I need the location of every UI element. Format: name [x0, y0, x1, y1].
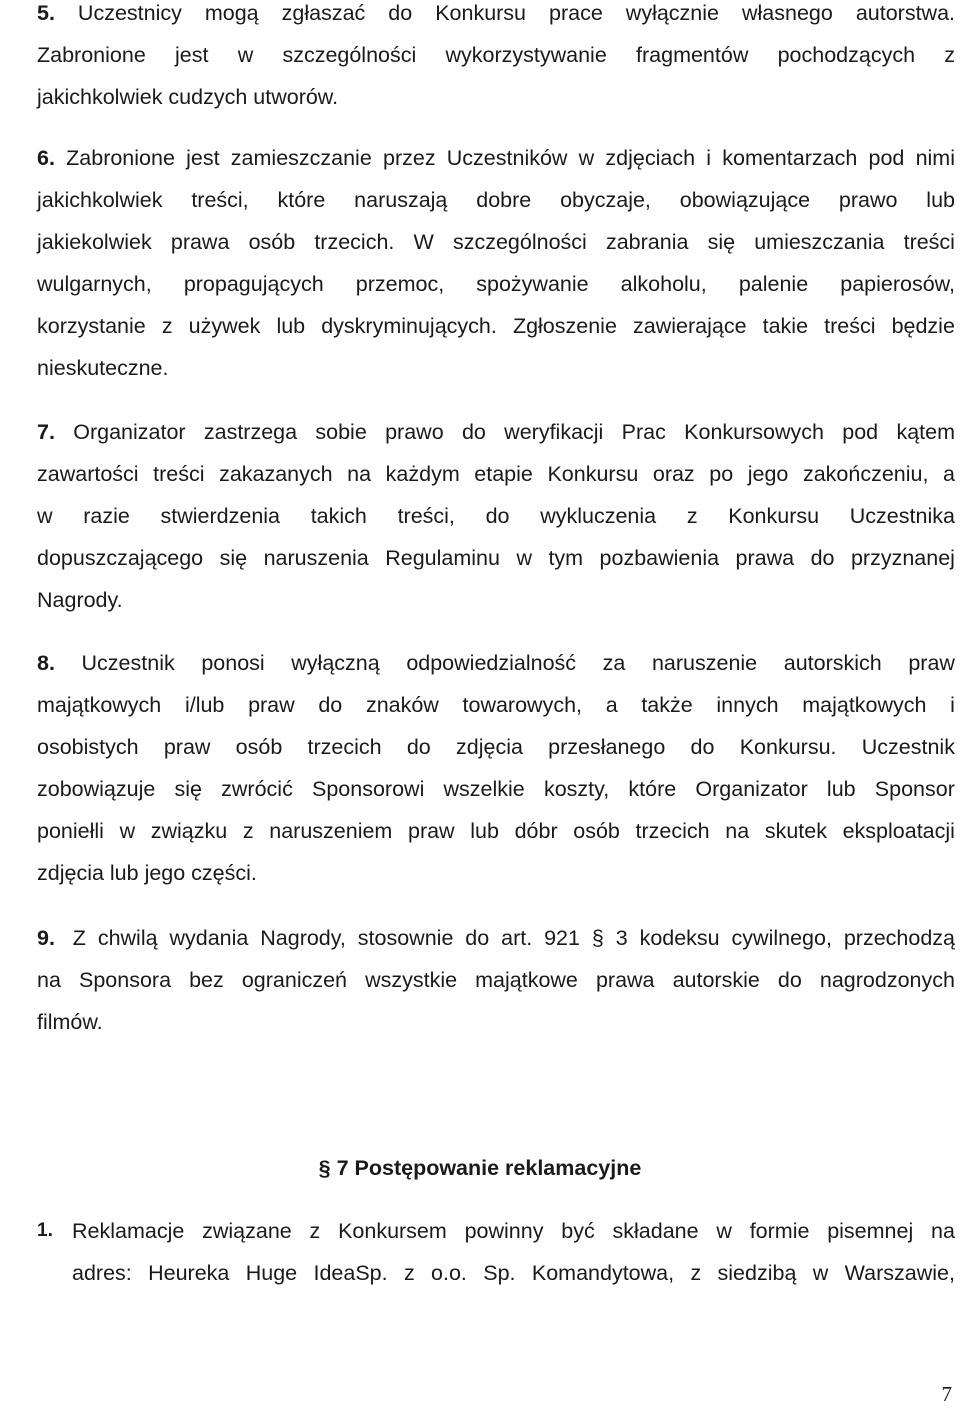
word: przechodzą: [843, 926, 955, 950]
word: umieszczania: [754, 230, 885, 254]
word: Nagrody,: [260, 926, 346, 950]
text-line: [37, 732, 955, 762]
word: autorskie: [672, 968, 760, 992]
word: komentarzach: [722, 146, 858, 170]
word: lub: [276, 314, 306, 338]
word: jest: [175, 43, 209, 67]
word: prawa: [595, 968, 655, 992]
text-line: [37, 459, 955, 489]
word: naruszenie: [651, 651, 758, 675]
word: zdjęciach: [605, 146, 696, 170]
word: zamieszczanie: [230, 146, 372, 170]
word: Sponsor: [874, 777, 955, 801]
section-paragraph-number: 1.: [37, 1220, 53, 1241]
word: Sponsorowi: [312, 777, 425, 801]
word: trzecich: [635, 819, 710, 843]
word: zastrzega: [203, 420, 298, 444]
word: takie: [762, 314, 809, 338]
text-line: [37, 185, 955, 215]
word: stwierdzenia: [160, 504, 281, 528]
word: kodeksu: [639, 926, 720, 950]
text-line: [37, 858, 257, 888]
line-text: jakichkolwiek cudzych utworów.: [37, 85, 339, 109]
word: towarowych,: [462, 693, 583, 717]
word: w: [812, 1261, 829, 1285]
word: szczególności: [282, 43, 417, 67]
word: 921: [544, 926, 580, 950]
word: mogą: [204, 1, 259, 25]
item-number: 7.: [37, 420, 55, 444]
word: wyłącznie: [625, 1, 719, 25]
word: Reklamacje: [72, 1219, 185, 1243]
word: papierosów,: [840, 272, 955, 296]
text-line: [72, 1258, 955, 1288]
word: nagrodzonych: [819, 968, 955, 992]
word: z: [309, 1219, 321, 1243]
item-number: 6.: [37, 146, 55, 170]
word: przemoc,: [355, 272, 445, 296]
word: razie: [83, 504, 130, 528]
word: §: [591, 926, 604, 950]
word: tym: [548, 546, 584, 570]
word: do: [465, 926, 490, 950]
text-line: [37, 417, 955, 447]
word: prawa: [170, 230, 230, 254]
word: na: [37, 968, 61, 992]
word: takich: [310, 504, 367, 528]
word: za: [602, 651, 626, 675]
word: etapie: [474, 462, 533, 486]
word: weryfikacji: [504, 420, 604, 444]
word: jego: [747, 462, 789, 486]
word: Warszawie,: [844, 1261, 955, 1285]
word: Regulaminu: [385, 546, 500, 570]
word: praw: [248, 693, 295, 717]
word: Komandytowa,: [531, 1261, 675, 1285]
word: o.o.: [431, 1261, 467, 1285]
word: przez: [383, 146, 436, 170]
word: jakiekolwiek: [37, 230, 152, 254]
word: do: [810, 546, 835, 570]
section-heading: § 7 Postępowanie reklamacyjne: [318, 1156, 642, 1180]
word: z: [686, 504, 698, 528]
word: szczególności: [452, 230, 587, 254]
word: prawa: [735, 546, 795, 570]
word: fragmentów: [636, 43, 749, 67]
word: każdym: [385, 462, 460, 486]
word: Uczestnik: [81, 651, 175, 675]
word: treści: [153, 462, 205, 486]
word: w: [37, 504, 53, 528]
word: osób: [573, 819, 620, 843]
text-line: [37, 543, 955, 573]
word: przyznanej: [850, 546, 955, 570]
word: prawo: [838, 188, 898, 212]
word: korzystanie: [37, 314, 146, 338]
word: adres:: [72, 1261, 132, 1285]
word: majątkowe: [475, 968, 578, 992]
word: Konkursu.: [739, 735, 837, 759]
word: także: [641, 693, 693, 717]
word: przesłanego: [548, 735, 666, 759]
word: autorstwa.: [855, 1, 955, 25]
word: zakazanych: [219, 462, 333, 486]
word: palenie: [738, 272, 809, 296]
word: i: [950, 693, 955, 717]
word: alkoholu,: [620, 272, 707, 296]
word: się: [707, 230, 736, 254]
word: Sp.: [483, 1261, 516, 1285]
word: które: [277, 188, 326, 212]
text-line: [37, 269, 955, 299]
word: osób: [248, 230, 296, 254]
word: się: [174, 777, 202, 801]
word: wszystkie: [365, 968, 458, 992]
word: jakichkolwiek: [37, 188, 163, 212]
word: Uczestnicy: [77, 1, 182, 25]
word: treści: [824, 314, 876, 338]
word: na: [347, 462, 372, 486]
word: ponosi: [201, 651, 265, 675]
text-line: [37, 648, 955, 678]
word: sobie: [315, 420, 367, 444]
word: Konkursu: [728, 504, 820, 528]
word: wykorzystywanie: [445, 43, 607, 67]
word: chwilą: [97, 926, 158, 950]
item-number: 8.: [37, 651, 55, 675]
word: formie: [749, 1219, 810, 1243]
word: Uczestnik: [861, 735, 955, 759]
word: powinny: [464, 1219, 544, 1243]
word: się: [219, 546, 248, 570]
word: dopuszczającego: [37, 546, 204, 570]
text-line: [37, 965, 955, 995]
word: Konkursem: [338, 1219, 447, 1243]
word: propagujących: [183, 272, 324, 296]
word: Zabronione: [37, 43, 146, 67]
text-line: [72, 1216, 955, 1246]
word: W: [413, 230, 434, 254]
word: do: [318, 693, 343, 717]
word: wszelkie: [443, 777, 525, 801]
word: poniełli: [37, 819, 104, 843]
word: jest: [186, 146, 220, 170]
word: majątkowych: [37, 693, 162, 717]
word: nimi: [915, 146, 955, 170]
word: dóbr: [514, 819, 558, 843]
word: pod: [842, 420, 879, 444]
word: odpowiedzialność: [406, 651, 577, 675]
word: Uczestników: [446, 146, 568, 170]
word: Konkursu: [547, 462, 639, 486]
word: osób: [235, 735, 283, 759]
word: innych: [716, 693, 779, 717]
word: Zabronione: [66, 146, 175, 170]
word: zakończeniu,: [802, 462, 929, 486]
word: dyskryminujących.: [321, 314, 497, 338]
word: być: [561, 1219, 595, 1243]
word: na: [725, 819, 750, 843]
word: będzie: [891, 314, 955, 338]
word: w: [516, 546, 532, 570]
text-line: [37, 923, 955, 953]
word: w: [119, 819, 136, 843]
word: Prac: [621, 420, 666, 444]
word: Organizator: [695, 777, 808, 801]
word: eksploatacji: [842, 819, 955, 843]
word: z: [403, 1261, 415, 1285]
word: bez: [189, 968, 224, 992]
word: Huge: [245, 1261, 298, 1285]
word: i/lub: [184, 693, 225, 717]
word: naruszenia: [263, 546, 369, 570]
word: cywilnego,: [731, 926, 832, 950]
word: w: [237, 43, 254, 67]
word: własnego: [741, 1, 833, 25]
word: Heureka: [148, 1261, 230, 1285]
text-line: [37, 501, 955, 531]
word: do: [690, 735, 715, 759]
text-line: [37, 774, 955, 804]
word: do: [777, 968, 802, 992]
word: do: [485, 504, 510, 528]
word: wykluczenia: [540, 504, 657, 528]
word: z: [690, 1261, 702, 1285]
word: autorskich: [783, 651, 882, 675]
word: skutek: [764, 819, 827, 843]
word: lub: [926, 188, 955, 212]
word: w: [716, 1219, 732, 1243]
word: Konkursowych: [684, 420, 824, 444]
word: obyczaje,: [560, 188, 651, 212]
word: zdjęcia: [456, 735, 523, 759]
word: które: [628, 777, 677, 801]
word: na: [931, 1219, 955, 1243]
word: pozbawienia: [599, 546, 720, 570]
word: zwrócić: [221, 777, 293, 801]
word: prawo: [385, 420, 444, 444]
item-number: 5.: [37, 1, 55, 25]
word: praw: [163, 735, 211, 759]
word: wulgarnych,: [37, 272, 152, 296]
word: pisemnej: [827, 1219, 914, 1243]
text-line: [37, 353, 168, 383]
word: osobistych: [37, 735, 139, 759]
word: pochodzących: [777, 43, 916, 67]
word: ograniczeń: [241, 968, 348, 992]
word: Z: [66, 926, 86, 950]
text-line: [37, 311, 955, 341]
line-text: nieskuteczne.: [37, 356, 169, 380]
word: stosownie: [357, 926, 454, 950]
word: spożywanie: [476, 272, 589, 296]
word: art.: [501, 926, 533, 950]
text-line: [37, 0, 955, 28]
text-line: [37, 227, 955, 257]
word: do: [406, 735, 431, 759]
word: naruszeniem: [269, 819, 393, 843]
text-line: [37, 585, 123, 615]
text-line: [37, 143, 955, 173]
word: trzecich.: [314, 230, 395, 254]
word: związane: [202, 1219, 292, 1243]
word: wyłączną: [291, 651, 380, 675]
word: Konkursu: [435, 1, 527, 25]
word: lub: [470, 819, 499, 843]
page-number: 7: [941, 1382, 952, 1406]
word: zawartości: [37, 462, 139, 486]
word: w: [578, 146, 595, 170]
text-line: [37, 816, 955, 846]
word: majątkowych: [802, 693, 927, 717]
word: składane: [612, 1219, 699, 1243]
word: po: [709, 462, 734, 486]
word: i: [706, 146, 712, 170]
word: Uczestnika: [849, 504, 955, 528]
word: treści,: [191, 188, 249, 212]
word: naruszają: [354, 188, 448, 212]
word: Zgłoszenie: [512, 314, 617, 338]
word: wydania: [169, 926, 249, 950]
word: 3: [615, 926, 628, 950]
word: do: [461, 420, 486, 444]
word: kątem: [896, 420, 955, 444]
word: a: [605, 693, 618, 717]
text-line: [37, 1007, 103, 1037]
text-line: [37, 40, 955, 70]
word: trzecich: [307, 735, 382, 759]
word: używek: [188, 314, 261, 338]
word: obowiązujące: [679, 188, 811, 212]
word: lub: [826, 777, 856, 801]
word: IdeaSp.: [313, 1261, 388, 1285]
word: Sponsora: [78, 968, 172, 992]
word: siedzibą: [717, 1261, 797, 1285]
line-text: Nagrody.: [37, 588, 123, 612]
word: z: [944, 43, 955, 67]
word: z: [242, 819, 254, 843]
word: z: [161, 314, 173, 338]
word: treści,: [397, 504, 455, 528]
word: praw: [908, 651, 955, 675]
word: koszty,: [543, 777, 610, 801]
word: zabrania: [605, 230, 689, 254]
word: Organizator: [73, 420, 186, 444]
word: prace: [549, 1, 603, 25]
text-line: [37, 690, 955, 720]
word: oraz: [652, 462, 695, 486]
word: a: [943, 462, 955, 486]
text-line: [37, 82, 338, 112]
word: związku: [150, 819, 228, 843]
line-text: zdjęcia lub jego części.: [37, 861, 257, 885]
word: do: [388, 1, 413, 25]
line-text: filmów.: [37, 1010, 103, 1034]
word: pod: [868, 146, 905, 170]
word: treści: [903, 230, 955, 254]
word: zobowiązuje: [37, 777, 156, 801]
word: zawierające: [633, 314, 747, 338]
word: znaków: [365, 693, 439, 717]
word: praw: [407, 819, 455, 843]
word: dobre: [476, 188, 532, 212]
word: zgłaszać: [281, 1, 366, 25]
item-number: 9.: [37, 926, 55, 950]
